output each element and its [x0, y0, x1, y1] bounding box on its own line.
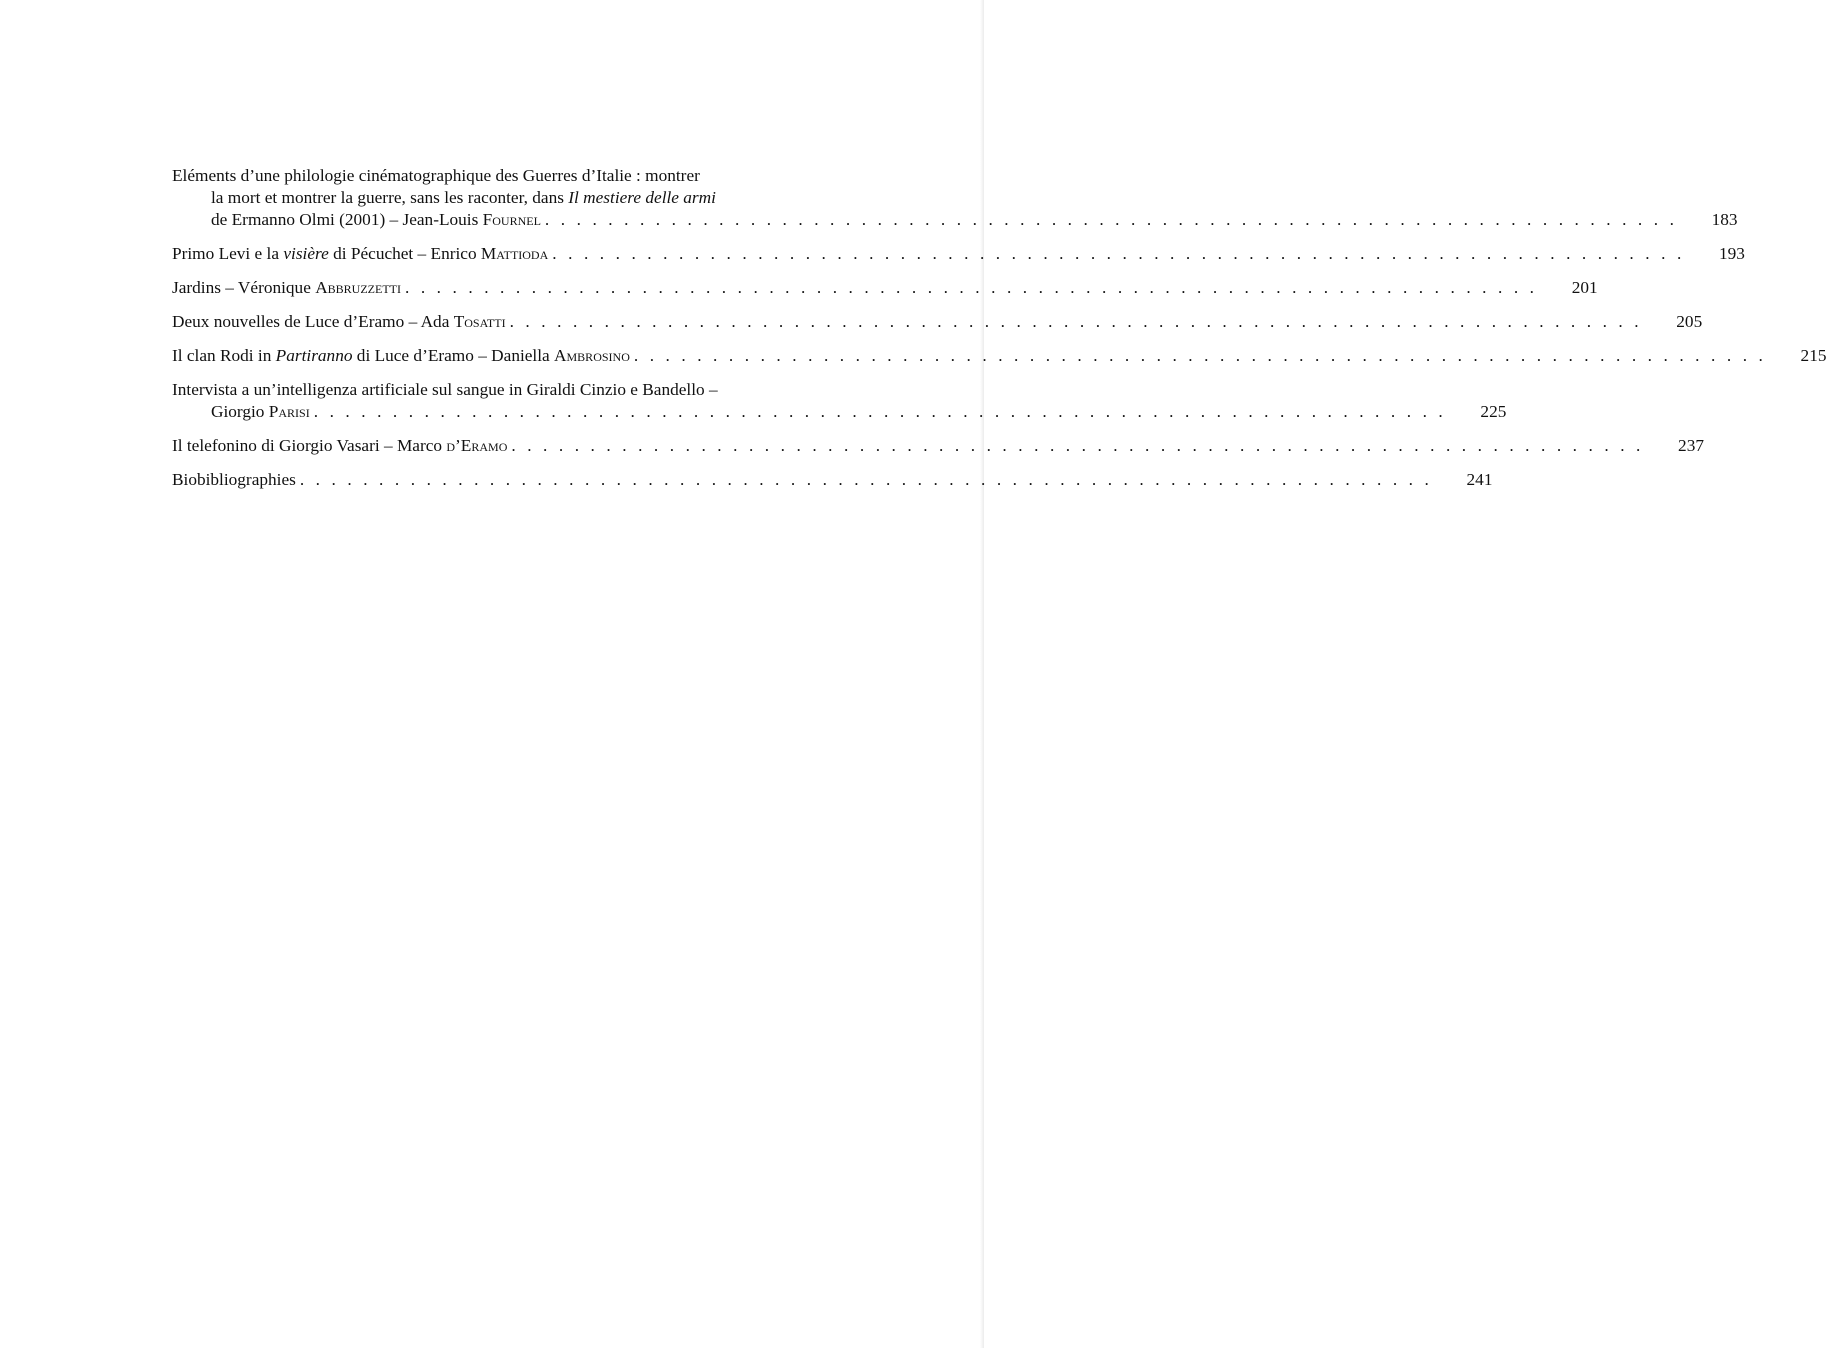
toc-dot-leader: . . . . . . . . . . . . . . . . . . . . . . . . . . . . . . . . . . . . . . . . . . . . . . . . . . . . . . . . . . . . . . . . . . . . . . . .: [544, 210, 1678, 229]
toc-dot-leader: . . . . . . . . . . . . . . . . . . . . . . . . . . . . . . . . . . . . . . . . . . . . . . . . . . . . . . . . . . . . . . . . . . . . . . . .: [313, 402, 1447, 421]
toc-entry-title-line-1: Intervista a un’intelligenza artificiale sul sangue in Giraldi Cinzio e Bandello –: [172, 380, 718, 399]
toc-entry-title-line-1: Eléments d’une philologie cinématographique des Guerres d’Italie : montrer: [172, 166, 700, 185]
toc-entry-last-line: [172, 243, 1745, 265]
toc-dot-leader: . . . . . . . . . . . . . . . . . . . . . . . . . . . . . . . . . . . . . . . . . . . . . . . . . . . . . . . . . . . . . . . . . . . . . . . .: [299, 470, 1433, 489]
toc-entry-title-text: Biobibliographies: [172, 470, 296, 489]
toc-entry-last-line: [172, 209, 1738, 231]
toc-entry-author: Abbruzzetti: [315, 278, 401, 297]
toc-entry-last-line: [172, 277, 1598, 299]
toc-entry-author: Mattioda: [480, 244, 549, 263]
toc-entry-last-line: [172, 311, 1703, 333]
toc-entry-title-text: [172, 345, 630, 367]
toc-entry-title-text: [211, 209, 541, 231]
page-edge-shadow: [980, 0, 984, 1348]
toc-entry-last-line: [172, 469, 1493, 491]
toc-entry-deramo[interactable]: [172, 435, 1704, 457]
toc-page-number: 201: [1571, 278, 1598, 297]
toc-dot-leader: . . . . . . . . . . . . . . . . . . . . . . . . . . . . . . . . . . . . . . . . . . . . . . . . . . . . . . . . . . . . . . . . . . . . . . . .: [405, 278, 1538, 297]
toc-entry-fournel[interactable]: [172, 165, 1738, 231]
toc-entry-biobibliographies[interactable]: [172, 469, 1493, 491]
toc-entry-author: Tosatti: [453, 312, 506, 331]
toc-entry-abbruzzetti[interactable]: [172, 277, 1598, 299]
toc-entry-title-text: [172, 435, 507, 457]
toc-entry-tosatti[interactable]: [172, 311, 1703, 333]
toc-entry-title-text: [172, 277, 401, 299]
toc-page-number: 205: [1676, 312, 1703, 331]
toc-entry-italic-title: Il mestiere delle armi: [568, 188, 716, 207]
toc-entry-text: Giorgio: [211, 402, 269, 421]
toc-entry-title-line-2: [172, 187, 824, 209]
toc-entry-author: Ambrosino: [554, 346, 630, 365]
toc-entry-ambrosino[interactable]: [172, 345, 1826, 367]
toc-entry-text: de Ermanno Olmi (2001) – Jean-Louis: [211, 210, 483, 229]
toc-dot-leader: . . . . . . . . . . . . . . . . . . . . . . . . . . . . . . . . . . . . . . . . . . . . . . . . . . . . . . . . . . . . . . . . . . . . . . . .: [509, 312, 1643, 331]
toc-page-number: 225: [1480, 402, 1507, 421]
toc-page-number: 183: [1711, 210, 1738, 229]
toc-dot-leader: . . . . . . . . . . . . . . . . . . . . . . . . . . . . . . . . . . . . . . . . . . . . . . . . . . . . . . . . . . . . . . . . . . . . . . . .: [552, 244, 1685, 263]
toc-entry-title-text: la mort et montrer la guerre, sans les raconter, dans: [211, 188, 569, 207]
toc-entry-author: Fournel: [482, 210, 541, 229]
toc-entry-title-text: [172, 243, 548, 265]
toc-entry-text: di Luce d’Eramo – Daniella: [352, 346, 555, 365]
toc-entry-italic-title: visière: [283, 244, 329, 263]
toc-page-number: 215: [1800, 346, 1826, 365]
toc-entry-last-line: [172, 345, 1826, 367]
toc-entry-text: Deux nouvelles de Luce d’Eramo – Ada: [172, 312, 454, 331]
toc-entry-last-line: [172, 435, 1704, 457]
toc-entry-mattioda[interactable]: [172, 243, 1745, 265]
toc-entry-text: Il telefonino di Giorgio Vasari – Marco: [172, 436, 447, 455]
toc-entry-author: d’Eramo: [446, 436, 508, 455]
toc-dot-leader: . . . . . . . . . . . . . . . . . . . . . . . . . . . . . . . . . . . . . . . . . . . . . . . . . . . . . . . . . . . . . . . . . . . . . . . .: [511, 436, 1644, 455]
toc-entry-text: Jardins – Véronique: [172, 278, 316, 297]
toc-dot-leader: . . . . . . . . . . . . . . . . . . . . . . . . . . . . . . . . . . . . . . . . . . . . . . . . . . . . . . . . . . . . . . . . . . . . . . . .: [633, 346, 1767, 365]
table-of-contents: [172, 165, 1826, 503]
toc-entry-text: Primo Levi e la: [172, 244, 284, 263]
toc-page-number: 237: [1678, 436, 1704, 455]
toc-entry-italic-title: Partiranno: [275, 346, 353, 365]
toc-entry-text: Il clan Rodi in: [172, 346, 276, 365]
toc-page-number: 241: [1466, 470, 1493, 489]
toc-entry-parisi[interactable]: [172, 379, 1507, 423]
toc-entry-title-text: [211, 401, 310, 423]
toc-entry-title-text: [172, 311, 506, 333]
toc-entry-text: di Pécuchet – Enrico: [328, 244, 481, 263]
toc-entry-author: Parisi: [268, 402, 310, 421]
toc-page-number: 193: [1718, 244, 1745, 263]
toc-entry-last-line: [172, 401, 1507, 423]
